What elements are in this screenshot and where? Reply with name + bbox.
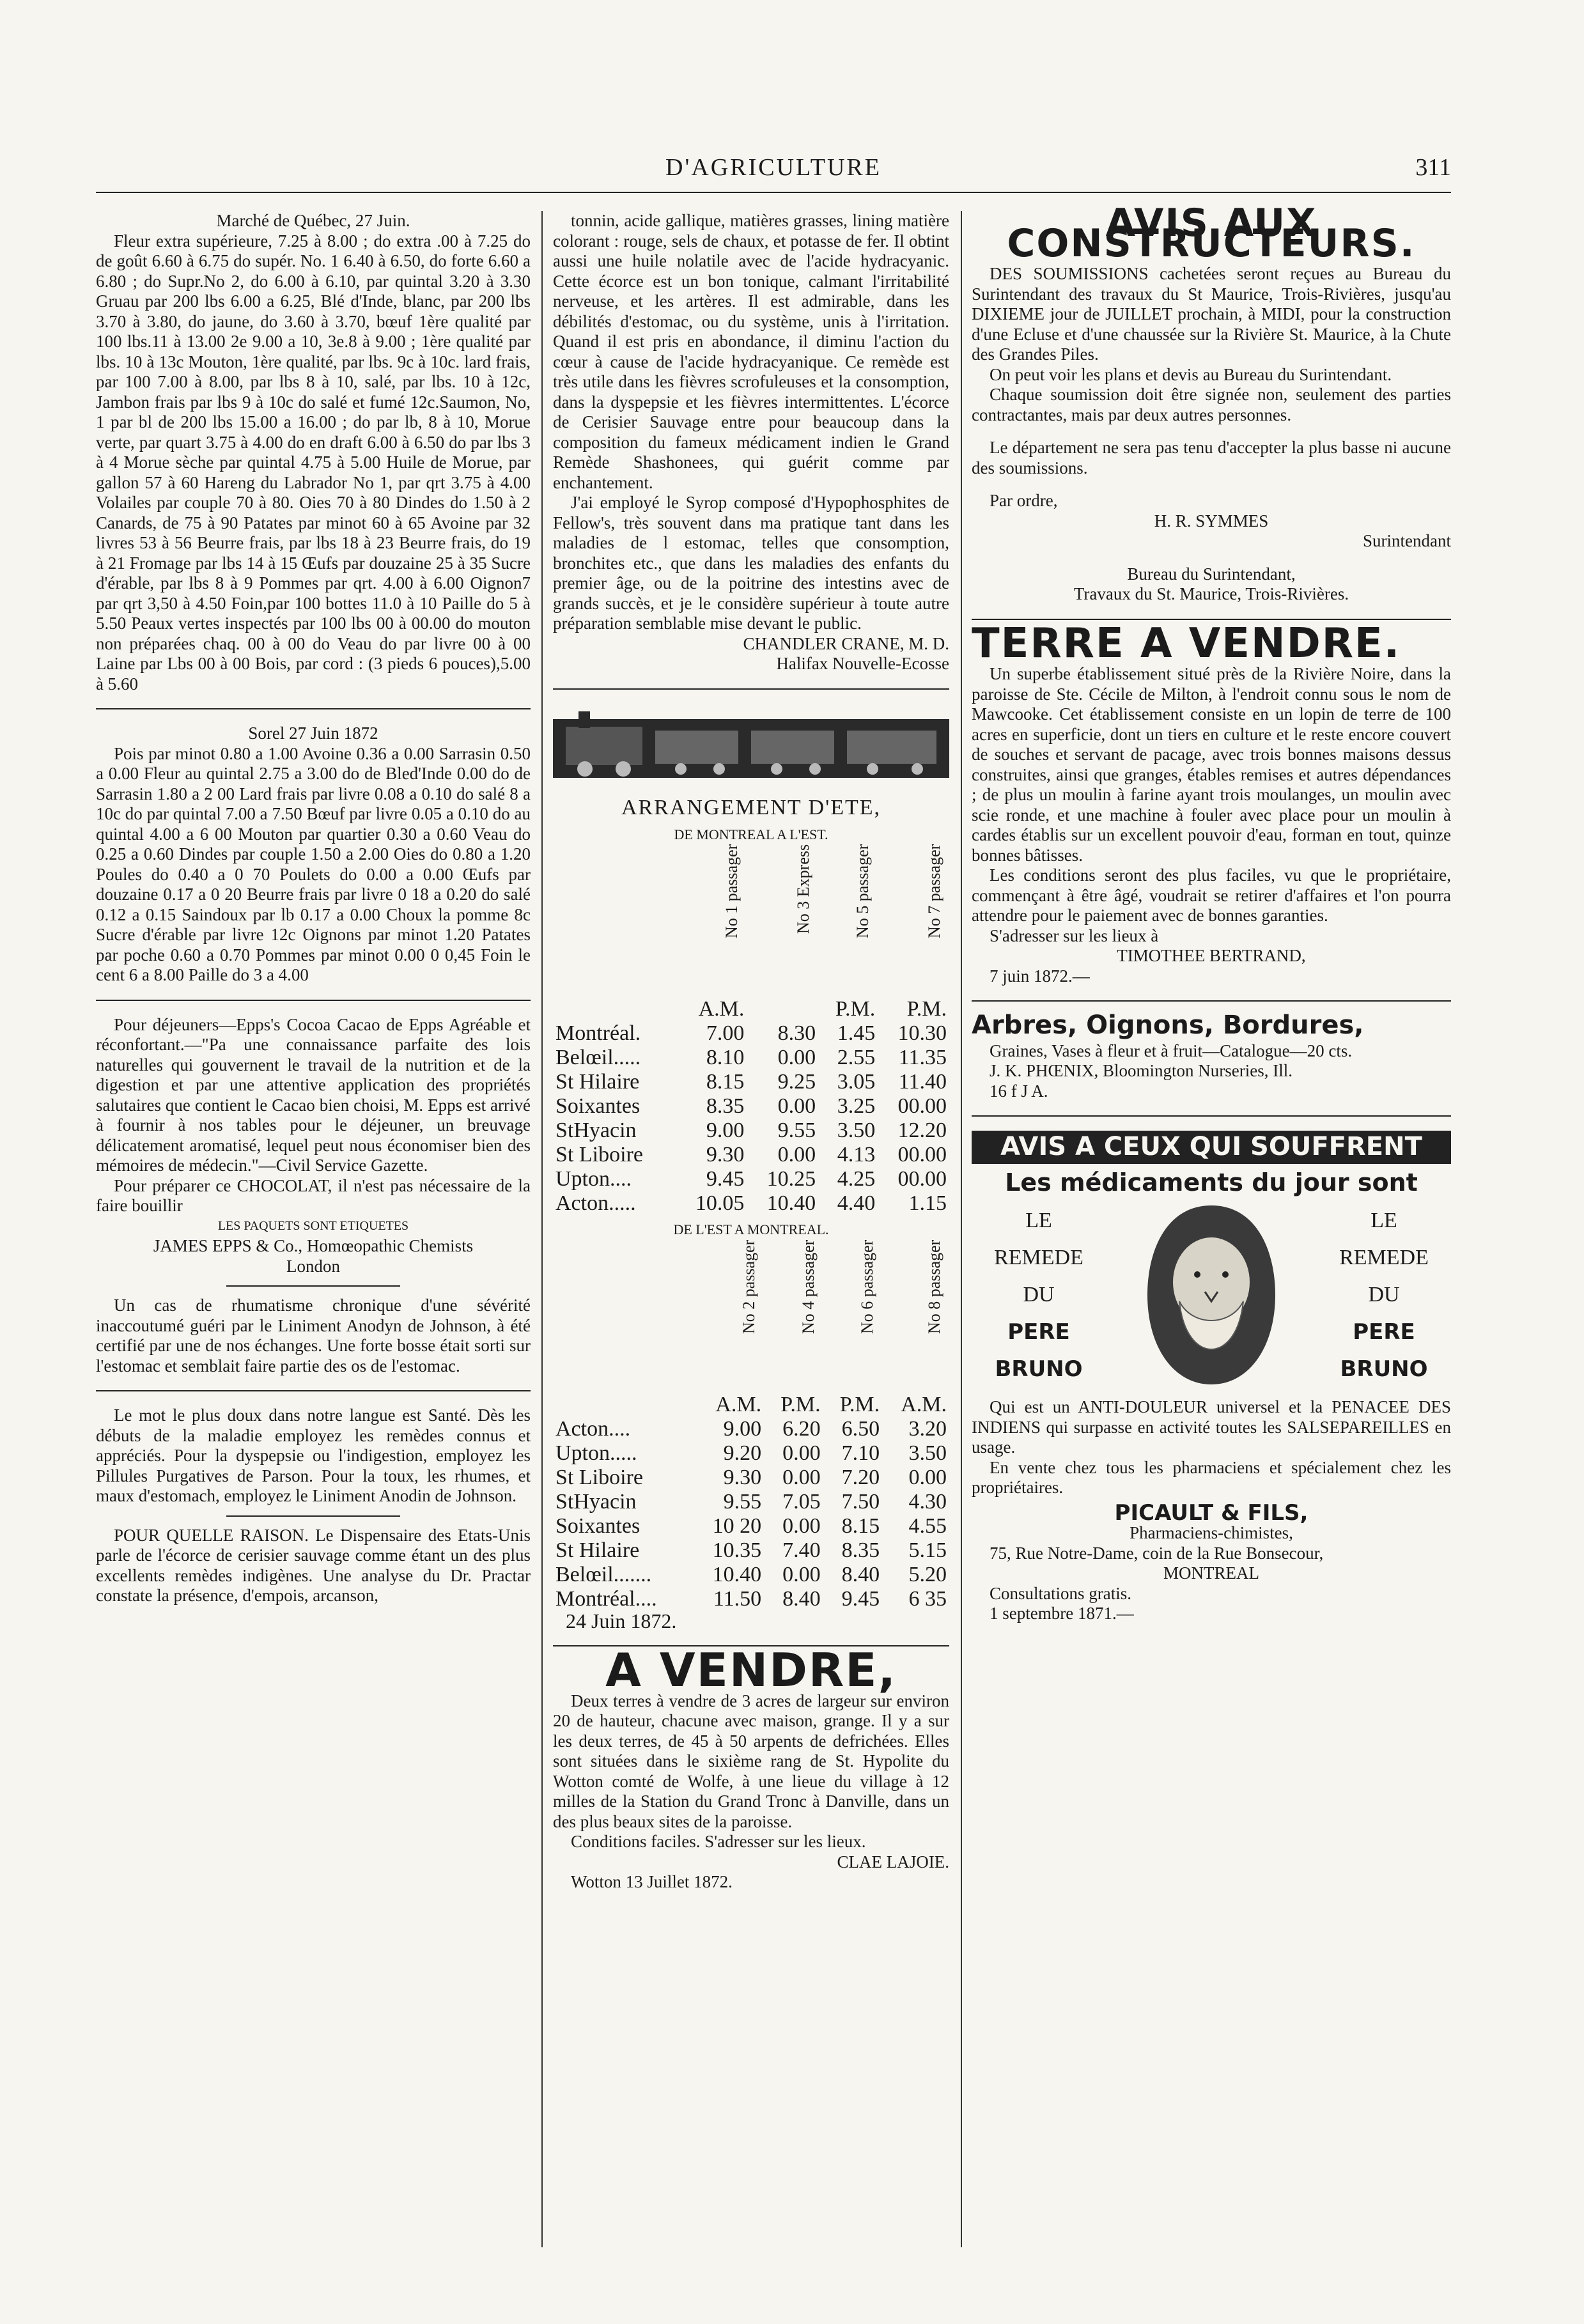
table-row: [553, 1070, 949, 1094]
a-vendre-text: Deux terres à vendre de 3 acres de largeur sur environ 20 de hauteur, chacune avec maison, grange. Il y a sur les deux terres, de 45 à 50 arpents de defrichées. Elles sont situées dans le sixième rang de St. Hypolite du Wotton comté de Wolfe, à une lieue du village à 12 milles de la Station du Grand Tronc à Danville, dans un des plus beaux sites de la paroisse.: [553, 1691, 949, 1831]
avis-role: Surintendant: [1363, 531, 1451, 550]
table-row: [553, 1441, 949, 1466]
time-cell: 4.40: [837, 1191, 876, 1215]
table-row: [553, 1191, 949, 1216]
time-cell: 0.00: [782, 1441, 821, 1465]
table-row: [553, 1466, 949, 1490]
time-cell: 4.30: [908, 1489, 947, 1514]
time-cell: 8.10: [706, 1046, 745, 1069]
train-header: No 6 passager: [858, 1239, 877, 1334]
timetable-east-title: DE MONTREAL A L'EST.: [674, 826, 828, 842]
station: Upton.....: [555, 1441, 637, 1465]
time-cell: 2.55: [837, 1046, 876, 1069]
avis-title: AVIS AUX CONSTRUCTEURS.: [1007, 201, 1416, 266]
timetable-date: 24 Juin 1872.: [566, 1609, 677, 1632]
terre-signer: TIMOTHEE BERTRAND,: [1117, 946, 1306, 965]
picault-address: 75, Rue Notre-Dame, coin de la Rue Bonsecour,: [990, 1543, 1324, 1563]
train-header: No 1 passager: [722, 844, 742, 939]
epps-packets: LES PAQUETS SONT ETIQUETES: [217, 1218, 409, 1233]
time-cell: 9.45: [841, 1586, 880, 1611]
time-cell: 6 35: [908, 1586, 947, 1611]
time-cell: 5.20: [908, 1562, 947, 1586]
time-cell: 00.00: [897, 1094, 947, 1118]
timetable-west: [553, 1240, 949, 1611]
table-row: [553, 1587, 949, 1611]
time-cell: 7.10: [841, 1441, 880, 1465]
epps-ad-text: Pour préparer ce CHOCOLAT, il n'est pas nécessaire de la faire bouillir: [96, 1175, 531, 1215]
a-vendre-date: Wotton 13 Juillet 1872.: [571, 1872, 733, 1891]
time-cell: 10.05: [695, 1191, 745, 1215]
monk-portrait-icon: [1128, 1199, 1294, 1391]
time-cell: 9.30: [723, 1465, 762, 1489]
arbres-text: Graines, Vases à fleur et à fruit—Catalogue—20 cts.: [990, 1041, 1353, 1060]
fellows-place: Halifax Nouvelle-Ecosse: [776, 654, 949, 673]
time-cell: 10.40: [766, 1191, 816, 1215]
time-cell: 10.40: [712, 1562, 762, 1586]
station: Acton.....: [555, 1191, 636, 1215]
time-cell: 1.45: [837, 1021, 876, 1045]
bruno-le: LE: [1370, 1209, 1397, 1232]
timetable-west-title: DE L'EST A MONTREAL.: [673, 1221, 829, 1237]
bruno-name: PERE BRUNO: [1340, 1319, 1428, 1382]
table-row: [553, 1046, 949, 1070]
station: St Hilaire: [555, 1070, 640, 1094]
rheumatism-notice: Un cas de rhumatisme chronique d'une sévérité inaccoutumé guéri par le Liniment Anodyn de Johnson, à été certifié par une de nos échanges. Une forte bosse était sorti sur l'estomac et semblait faire partie des os de l'estomac.: [96, 1296, 531, 1375]
time-cell: 7.20: [841, 1465, 880, 1489]
avis-office: Bureau du Surintendant,: [1127, 564, 1296, 584]
time-cell: 7.00: [706, 1021, 745, 1045]
epps-ad-text: Pour déjeuners—Epps's Cocoa Cacao de Epps Agréable et réconfortant.—"Pa une connaissance parfaite des lois naturelles qui gouvernent le travail de la nutrition et de la digestion et par une attentive application des propriétés salutaires que contient le Cacao bien choisi, M. Epps est arrivé à fournir à nos tables pour le déjeuner, un breuvage délicatement aromatisé, lequel peut nous économiser bien des mémoires de médecin."—Civil Service Gazette.: [96, 1014, 531, 1175]
section-rule: [972, 1000, 1451, 1002]
page-header: [96, 153, 1451, 192]
station: St Liboire: [555, 1143, 643, 1166]
time-cell: 0.00: [782, 1514, 821, 1538]
bruno-remede: REMEDE: [994, 1246, 1083, 1269]
station: Soixantes: [555, 1094, 641, 1118]
table-row: [553, 1119, 949, 1143]
train-header: No 5 passager: [853, 844, 873, 939]
column-divider: [961, 211, 962, 2247]
time-cell: 7.40: [782, 1538, 821, 1562]
time-cell: 0.00: [782, 1562, 821, 1586]
epps-city: London: [286, 1256, 340, 1276]
time-cell: 8.40: [841, 1562, 880, 1586]
time-cell: 10.35: [712, 1538, 762, 1562]
time-cell: 9.55: [777, 1119, 816, 1142]
a-vendre-signer: CLAE LAJOIE.: [837, 1852, 949, 1871]
bruno-block: [972, 1199, 1451, 1391]
picault-date: 1 septembre 1871.—: [990, 1604, 1134, 1623]
bruno-remede: REMEDE: [1339, 1246, 1429, 1269]
time-cell: 0.00: [777, 1143, 816, 1166]
bruno-right: [1317, 1202, 1451, 1388]
train-header: No 8 passager: [925, 1239, 943, 1334]
station: Belœil.......: [555, 1562, 652, 1586]
sante-notice: Le mot le plus doux dans notre langue est Santé. Dès les débuts de la maladie employez les remèdes connus et appréciés. Pour la dyspepsie ou l'indigestion, employez les Pillules Purgatives de Parson. Pour la toux, les rhumes, et maux d'estomach, employez le Liniment Anodin de Johnson.: [96, 1406, 531, 1505]
terre-text: Les conditions seront des plus faciles, vu que le propriétaire, commençant à être âgé, voudrait se retirer d'affaires et l'on pourra attendre pour le paiement avec de bonnes garanties.: [972, 865, 1451, 925]
station: Upton....: [555, 1167, 632, 1191]
time-cell: 11.50: [713, 1586, 762, 1611]
time-cell: 10.25: [766, 1167, 816, 1191]
section-rule: [96, 708, 531, 709]
station: Acton....: [555, 1416, 631, 1441]
time-cell: 3.50: [837, 1119, 876, 1142]
arbres-text: 16 f J A.: [990, 1081, 1048, 1101]
ampm: A.M.: [715, 1392, 762, 1416]
section-rule: [96, 1000, 531, 1001]
terre-text: S'adresser sur les lieux à: [990, 926, 1159, 945]
ampm: P.M.: [780, 1392, 821, 1416]
time-cell: 9.25: [777, 1070, 816, 1094]
picault-role: Pharmaciens-chimistes,: [1130, 1523, 1293, 1542]
station: Montréal.: [555, 1021, 641, 1045]
header-rule: [96, 192, 1451, 193]
picault-city: MONTREAL: [1163, 1563, 1259, 1583]
time-cell: 8.30: [777, 1021, 816, 1045]
time-cell: 5.15: [908, 1538, 947, 1562]
station: StHyacin: [555, 1489, 637, 1514]
time-cell: 6.20: [782, 1416, 821, 1441]
market-prices-sorel: Pois par minot 0.80 a 1.00 Avoine 0.36 a 0.00 Sarrasin 0.50 a 0.00 Fleur au quintal 2.75 a 3.00 do de Bled'Inde 0.00 do de Sarrasin 1.80 a 2 00 Lard frais par livre 0.08 a 0.10 do salé 8 a 10c do par quintal 7.00 a 7.50 Bœuf par livre 0.05 a 0.10 do au quintal 4.00 a 6 00 Mouton par quartier 0.30 a 0.60 Veau do 0.25 a 0.60 Dindes par couple 1.50 a 2.00 Oies do 0.80 a 1.20 Poules do 0.40 a 0 70 Poulets do 0.00 a 0.00 Œufs par douzaine 0.17 a 0 20 Beurre frais par livre 0 18 a 0.20 do salé 0.12 a 0.15 Saindoux par lb 0.17 a 0.00 Choux la pomme 8c Sucre d'érable par livre 12c Oignons par minot 1.20 Patates par poche 0.60 a 0.70 Pommes par minot 0.00 0 0,45 Foin le cent 6 a 8.00 Paille do 3 a 4.00: [96, 743, 531, 984]
fellows-text: J'ai employé le Syrop composé d'Hypophosphites de Fellow's, très souvent dans ma pratique tant dans les maladies de l estomac, telles que consomption, bronchites etc., que dans les maladies des enfants du premier âge, ou de la poitrine des intestins avec de grands succès, et je le considère supérieur à toute autre préparation semblable mise devant le public.: [553, 493, 949, 633]
train-header: No 7 passager: [925, 844, 943, 939]
station: Soixantes: [555, 1514, 641, 1538]
a-vendre-title: A VENDRE,: [605, 1643, 897, 1697]
fellows-signer: CHANDLER CRANE, M. D.: [743, 633, 949, 653]
time-cell: 4.13: [837, 1143, 876, 1166]
time-cell: 7.50: [841, 1489, 880, 1514]
time-cell: 9.45: [706, 1167, 745, 1191]
station: StHyacin: [555, 1119, 637, 1142]
table-row: [553, 1538, 949, 1563]
train-header: No 3 Express: [794, 844, 813, 934]
bruno-left: [972, 1202, 1106, 1388]
table-row: [553, 1167, 949, 1191]
time-cell: 0.00: [908, 1465, 947, 1489]
section-rule: [226, 1515, 400, 1517]
raison-notice: POUR QUELLE RAISON. Le Dispensaire des Etats-Unis parle de l'écorce de cerisier sauvage comme étant un des plus excellents remèdes indigènes. Une analyse du Dr. Practar constate la présence, d'empois, arcanson,: [96, 1525, 531, 1605]
avis-text: DES SOUMISSIONS cachetées seront reçues au Bureau du Surintendant des travaux du St Maurice, Trois-Rivières, jusqu'au DIXIEME jour de JUILLET prochain, à MIDI, pour la construction d'une Ecluse et d'une chaussée sur la Rivière St. Maurice, à la Chute des Grandes Piles.: [972, 264, 1451, 364]
table-row: [553, 1490, 949, 1514]
station: Montréal....: [555, 1586, 657, 1611]
souffrent-text: En vente chez tous les pharmaciens et spécialement chez les propriétaires.: [972, 1457, 1451, 1497]
market-dateline: Sorel 27 Juin 1872: [248, 724, 378, 743]
train-engraving: [553, 708, 949, 784]
time-cell: 9.55: [723, 1489, 762, 1514]
section-rule: [226, 1285, 400, 1287]
bruno-name: PERE BRUNO: [995, 1319, 1083, 1382]
ampm: P.M.: [839, 1392, 880, 1416]
terre-date: 7 juin 1872.—: [990, 966, 1090, 986]
page-number: 311: [1415, 154, 1451, 181]
time-cell: 8.40: [782, 1586, 821, 1611]
column-right: [972, 201, 1451, 2247]
ampm: P.M.: [835, 997, 876, 1021]
ampm: A.M.: [698, 997, 745, 1021]
column-divider: [541, 211, 543, 2247]
avis-signer: H. R. SYMMES: [1154, 511, 1269, 531]
train-header: No 2 passager: [740, 1239, 759, 1334]
time-cell: 8.15: [706, 1070, 745, 1094]
running-title: D'AGRICULTURE: [665, 154, 881, 181]
time-cell: 4.25: [837, 1167, 876, 1191]
picault-consult: Consultations gratis.: [990, 1583, 1131, 1603]
timetable-title: ARRANGEMENT D'ETE,: [621, 796, 881, 819]
souffrent-text: Qui est un ANTI-DOULEUR universel et la PENACEE DES INDIENS qui surpasse en activité toutes les SALSEPAREILLES en usage.: [972, 1397, 1451, 1457]
time-cell: 10 20: [712, 1514, 762, 1538]
ampm: P.M.: [906, 997, 947, 1021]
time-cell: 6.50: [841, 1416, 880, 1441]
a-vendre-conditions: Conditions faciles. S'adresser sur les lieux.: [571, 1832, 866, 1851]
avis-order: Par ordre,: [990, 491, 1058, 510]
epps-maker: JAMES EPPS & Co., Homœopathic Chemists: [153, 1236, 474, 1255]
station: St Liboire: [555, 1465, 643, 1489]
table-row: [553, 1417, 949, 1441]
time-cell: 9.20: [723, 1441, 762, 1465]
table-row: [553, 1143, 949, 1167]
time-cell: 00.00: [897, 1167, 947, 1191]
ampm: A.M.: [901, 1392, 947, 1416]
table-row: [553, 1021, 949, 1046]
time-cell: 3.25: [837, 1094, 876, 1118]
picault-firm: PICAULT & FILS,: [1114, 1499, 1308, 1526]
train-header: No 4 passager: [798, 1239, 818, 1334]
column-middle: [553, 211, 949, 2247]
time-cell: 11.40: [898, 1070, 947, 1094]
time-cell: 00.00: [897, 1143, 947, 1166]
station: St Hilaire: [555, 1538, 640, 1562]
time-cell: 8.35: [841, 1538, 880, 1562]
station: Belœil.....: [555, 1046, 641, 1069]
time-cell: 9.00: [706, 1119, 745, 1142]
time-cell: 3.50: [908, 1441, 947, 1465]
arbres-text: J. K. PHŒNIX, Bloomington Nurseries, Ill.: [990, 1061, 1293, 1080]
avis-office: Travaux du St. Maurice, Trois-Rivières.: [1073, 584, 1349, 603]
bruno-du: DU: [1368, 1283, 1400, 1306]
table-row: [553, 1563, 949, 1587]
souffrent-banner: AVIS A CEUX QUI SOUFFRENT: [972, 1131, 1451, 1164]
time-cell: 3.20: [908, 1416, 947, 1441]
time-cell: 0.00: [777, 1094, 816, 1118]
ampm: [747, 997, 818, 1021]
avis-text: Chaque soumission doit être signée non, seulement des parties contractantes, mais par deux autres personnes.: [972, 385, 1451, 424]
time-cell: 12.20: [897, 1119, 947, 1142]
column-left: [96, 211, 531, 2247]
time-cell: 8.35: [706, 1094, 745, 1118]
terre-title: TERRE A VENDRE.: [972, 619, 1401, 667]
souffrent-headline: Les médicaments du jour sont: [1005, 1168, 1418, 1197]
section-rule: [96, 1390, 531, 1391]
table-row: [553, 1514, 949, 1538]
time-cell: 9.00: [723, 1416, 762, 1441]
bruno-le: LE: [1025, 1209, 1052, 1232]
avis-text: On peut voir les plans et devis au Bureau du Surintendant.: [990, 364, 1392, 384]
market-dateline: Marché de Québec, 27 Juin.: [216, 211, 410, 230]
arbres-title: Arbres, Oignons, Bordures,: [972, 1011, 1364, 1040]
avis-text: Le département ne sera pas tenu d'accepter la plus basse ni aucune des soumissions.: [972, 438, 1451, 477]
table-row: [553, 1094, 949, 1119]
terre-text: Un superbe établissement situé près de la Rivière Noire, dans la paroisse de Ste. Cécile de Milton, à l'endroit connu sous le nom de Mawcooke. Cet établissement consiste en un lopin de terre de 100 acres en superficie, dont un tiers en culture et le reste encore couvert de souches et servant de pacage, avec trois bonnes maisons dessus construites, ainsi que granges, étables remises et autres dépendances ; de plus un moulin à farine ayant trois moulanges, un moulin avec scie ronde, et une machine à fouler avec place pour un moulin à cardes établis sur un excellent pouvoir d'eau, forman en tout, quinze bonnes bâtisses.: [972, 664, 1451, 865]
time-cell: 3.05: [837, 1070, 876, 1094]
market-prices-quebec: Fleur extra supérieure, 7.25 à 8.00 ; do extra .00 à 7.25 do de goût 6.60 à 6.75 do supér. No. 1 6.40 à 6.50, do forte 6.60 a 6.80 ; do Supr.No 2, do 6.00 à 6.10, par quintal 3.20 à 3.30 Gruau par 200 lbs 6.00 a 6.25, Blé d'Inde, blanc, par 200 lbs 3.70 à 3.80, do jaune, do 3.60 à 3.70, bœuf 1ère qualité par 100 lbs.11 à 13.00 2e 9.00 a 10, 3e.8 à 9.00 ; 1ère qualité par lbs. 10 à 13c Mouton, 1ère qualité, par lbs. 9c à 10c. lard frais, par 100 7.00 à 8.00, par lbs 8 à 10, salé, par lbs. 10 à 12c, Jambon frais par lbs 9 à 10c do salé et fumé 12c.Saumon, No, 1 par bl de 200 lbs 15.00 a 16.00 ; do par lb, 8 à 10, Morue verte, par quart 3.75 à 4.00 do en draft 6.00 à 6.50 do par lbs 3 à 4 Morue sèche par quintal 4.75 à 5.00 Huile de Morue, par gallon 57 à 60 Hareng du Labrador No 1, par qrt 3.75 à 4.00 Volailes par couple 70 à 80. Oies 70 à 80 Dindes do 1.50 à 2 Canards, de 75 à 90 Patates par minot 60 à 65 Avoine par 32 livres 53 à 56 Beurre frais, par lbs 18 à 23 Beurre frais, do 19 à 21 Fromage par lbs 14 à 15 Œufs par douzaine 25 à 35 Sucre d'érable, par lbs 8 à 9 Pommes par qrt. 4.00 à 6.00 Oignon7 par qrt 3,50 à 4.50 Foin,par 100 bottes 11.0 à 10 Paille do 5 à 5.50 Peaux vertes inspectés par 100 lbs 00 à 00.00 do mouton non préparées chaq. 00 à 00 do Veau do par livre 00 à 00 Laine par Lbs 00 à 00 Bois, par cord : (3 pieds 6 pouces),5.00 à 5.60: [96, 231, 531, 693]
time-cell: 7.05: [782, 1489, 821, 1514]
section-rule: [553, 688, 949, 690]
time-cell: 1.15: [908, 1191, 947, 1215]
time-cell: 4.55: [908, 1514, 947, 1538]
section-rule: [972, 1115, 1451, 1117]
time-cell: 0.00: [782, 1465, 821, 1489]
time-cell: 11.35: [898, 1046, 947, 1069]
timetable-east: [553, 844, 949, 1216]
bruno-du: DU: [1023, 1283, 1055, 1306]
time-cell: 10.30: [897, 1021, 947, 1045]
time-cell: 9.30: [706, 1143, 745, 1166]
time-cell: 0.00: [777, 1046, 816, 1069]
time-cell: 8.15: [841, 1514, 880, 1538]
cherry-bark-text: tonnin, acide gallique, matières grasses, lining matière colorant : rouge, sels de chaux, et potasse de fer. Il obtint aussi une huile nolatile avec de l'acide hydracyanic. Cette écorce est un bon tonique, calmant l'irritabilité nerveuse, et les artères. Il est admirable, dans les débilités d'estomac, ou du système, unis à l'irritation. Quand il est pris en abondance, il diminu l'action du cœur à cause de l'acide hydracyanique. Ce remède est très utile dans les fièvres scrofuleuses et la consomption, dans la dyspepsie et les fièvres intermittentes. L'écorce de Cerisier Sauvage entre pour beaucoup dans la composition du fameux médicament indien le Grand Remède Shashonees, qui guérit comme par enchantement.: [553, 211, 949, 492]
